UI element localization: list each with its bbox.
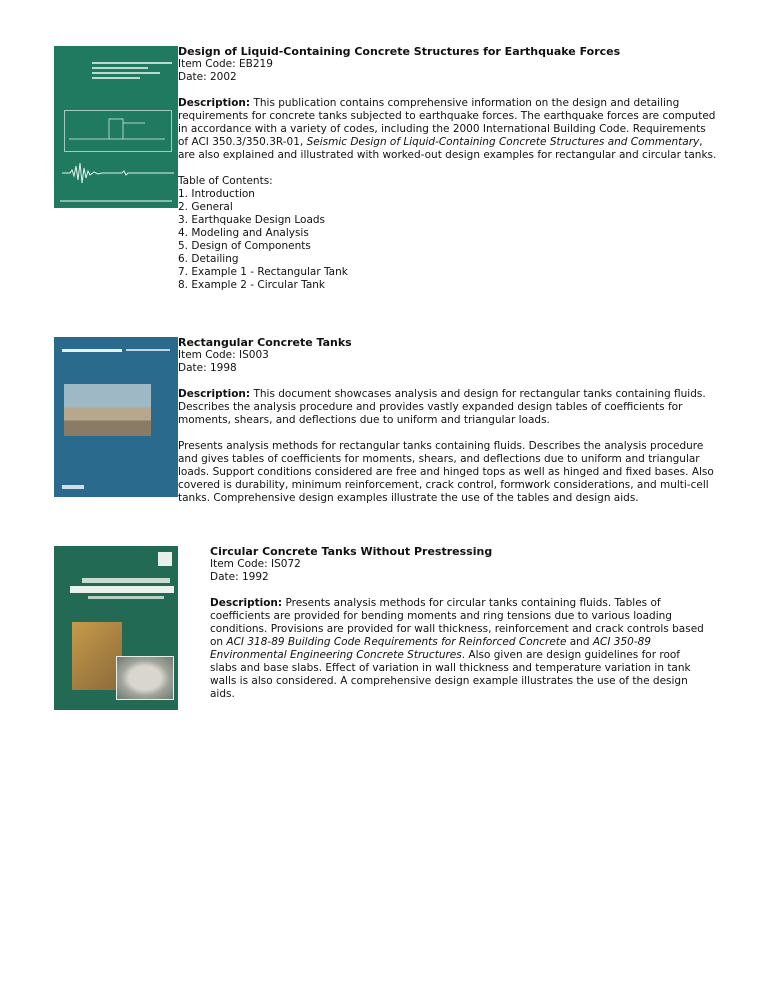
cover-photo-formwork <box>72 622 122 690</box>
toc-item: 6. Detailing <box>178 253 239 265</box>
toc-item: 5. Design of Components <box>178 240 311 252</box>
publisher-logo <box>158 552 172 566</box>
publication-title[interactable]: Design of Liquid-Containing Concrete Structures for Earthquake Forces <box>178 45 621 58</box>
publication-date: Date: 2002 <box>178 71 237 83</box>
cover-photo-tank <box>116 656 174 700</box>
book-cover-rectangular-tanks <box>54 337 178 497</box>
item-code: Item Code: IS003 <box>178 349 269 361</box>
description-continued: Presents analysis methods for rectangular tanks containing fluids. Describes the analysis procedure and gives tables of coefficients for moments, shears, and deflections due to uniform and triangular loads. Support conditions considered are free and hinged tops as well as hinged and fixed bases. Also covered is durability, minimum reinforcement, crack control, formwork considerations, and multi-cell tanks. Comprehensive design examples illustrate the use of the tables and design aids. <box>178 440 714 504</box>
description-text: Presents analysis methods for circular tanks containing fluids. Tables of coefficients are provided for bending moments and ring tensions due to various loading conditions. Provisions are provided for wall thickness, reinforcement and crack controls based on <box>210 597 704 648</box>
description-text: This publication contains comprehensive information on the design and detailing requirements for concrete tanks subjected to earthquake forces. The earthquake forces are computed in accordance with a variety of codes, including the 2000 International Building Code. Requirements of ACI 350.3/350.3R-01, <box>178 97 716 148</box>
item-code: Item Code: IS072 <box>210 558 301 570</box>
description-text-end: , are also explained and illustrated with worked-out design examples for rectangular and circular tanks. <box>178 136 717 161</box>
cover-title-bar <box>62 349 122 352</box>
description <box>210 597 704 701</box>
publication-date: Date: 1992 <box>210 571 269 583</box>
cover-footer-text <box>60 200 172 202</box>
toc-item: 2. General <box>178 201 233 213</box>
toc-heading: Table of Contents: <box>178 175 273 187</box>
description-text-and: and <box>566 636 593 648</box>
description-text-end: . Also given are design guidelines for roof slabs and base slabs. Effect of variation in wall thickness and temperature variation in tank walls is also considered. A comprehensive design example illustrates the use of the design aids. <box>210 649 691 700</box>
description <box>178 388 718 427</box>
toc-item: 8. Example 2 - Circular Tank <box>178 279 326 291</box>
publication-entry <box>178 336 718 505</box>
publication-title[interactable]: Rectangular Concrete Tanks <box>178 336 352 349</box>
description <box>178 97 718 162</box>
seismogram-illustration <box>62 158 174 188</box>
publication-entry <box>210 545 704 701</box>
description-italic-ref-b: ACI 350-89 Environmental Engineering Concrete Structures <box>210 636 651 661</box>
table-of-contents <box>178 188 718 292</box>
book-cover-earthquake-forces <box>54 46 178 208</box>
description-text: This document showcases analysis and design for rectangular tanks containing fluids. Describes the analysis procedure and provides vastly expanded design tables of coefficients for moments, shears, and deflections due to uniform and triangular loads. <box>178 388 706 426</box>
cover-title-lines <box>92 62 172 92</box>
book-cover-circular-tanks <box>54 546 178 710</box>
item-code: Item Code: EB219 <box>178 58 273 70</box>
cover-photo <box>64 384 151 436</box>
description-label: Description: <box>210 597 283 609</box>
publisher-logo <box>62 485 84 489</box>
tank-diagram-illustration <box>64 110 172 152</box>
cover-title-graphic <box>66 576 176 604</box>
toc-item: 4. Modeling and Analysis <box>178 227 309 239</box>
cover-subtitle-bar <box>126 349 170 351</box>
toc-item: 1. Introduction <box>178 188 255 200</box>
description-label: Description: <box>178 97 251 109</box>
toc-item: 7. Example 1 - Rectangular Tank <box>178 266 348 278</box>
toc-item: 3. Earthquake Design Loads <box>178 214 326 226</box>
publication-title[interactable]: Circular Concrete Tanks Without Prestressing <box>210 545 493 558</box>
description-italic-ref-a: ACI 318-89 Building Code Requirements for Reinforced Concrete <box>226 636 567 648</box>
publication-date: Date: 1998 <box>178 362 237 374</box>
publication-entry <box>178 45 718 292</box>
description-label: Description: <box>178 388 251 400</box>
description-italic-title: Seismic Design of Liquid-Containing Concrete Structures and Commentary <box>306 136 700 148</box>
